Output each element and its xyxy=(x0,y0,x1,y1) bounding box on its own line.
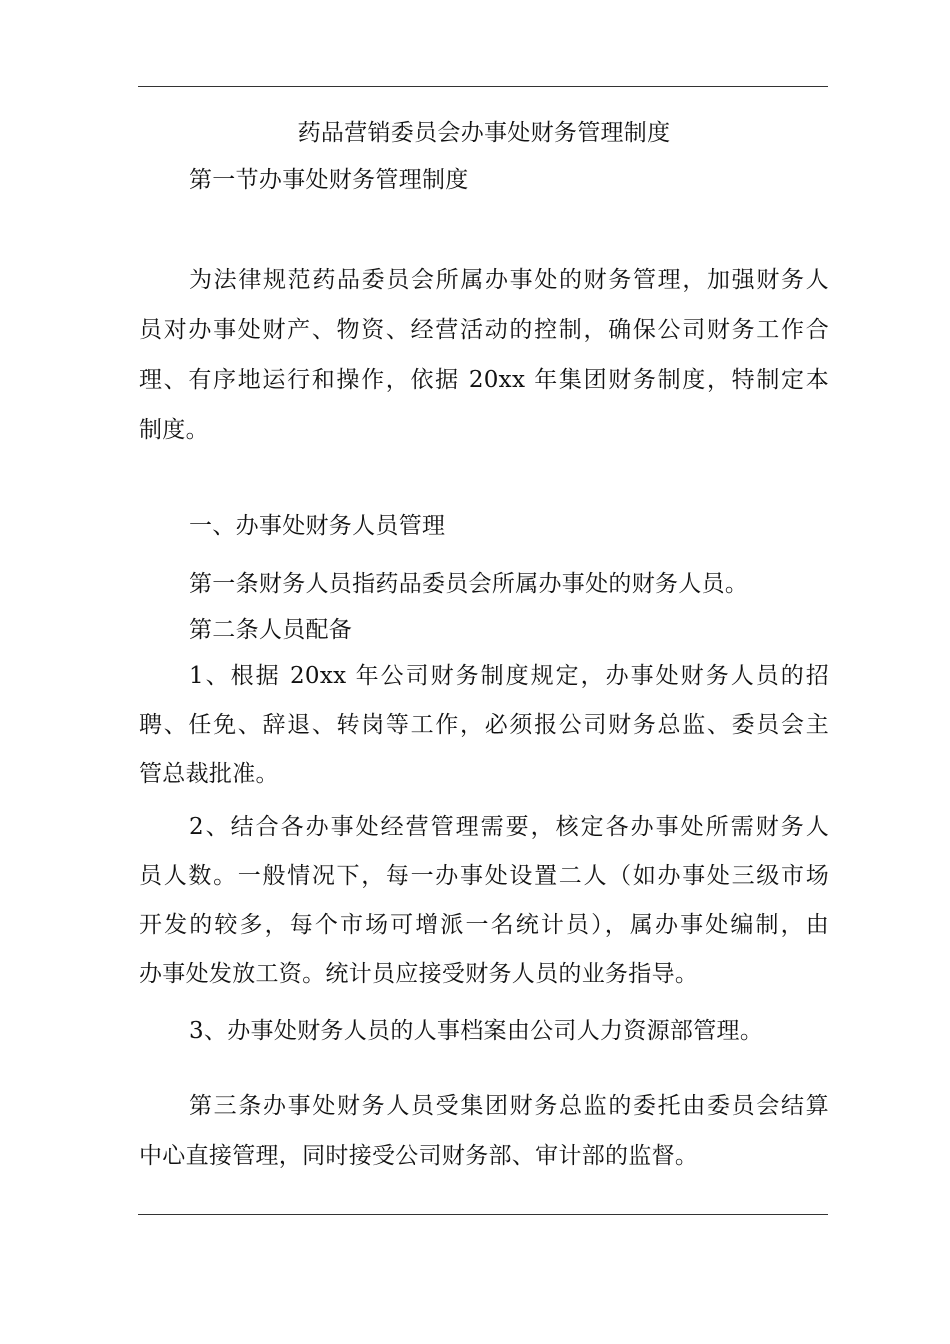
item-1-line-1: 1、根据 20xx 年公司财务制度规定，办事处财务人员的招 xyxy=(189,663,829,689)
intro-line-4: 制度。 xyxy=(139,417,209,443)
item-2-line-3: 开发的较多，每个市场可增派一名统计员），属办事处编制，由 xyxy=(139,912,829,938)
item-1-line-3: 管总裁批准。 xyxy=(139,761,279,787)
article-3-line-1: 第三条办事处财务人员受集团财务总监的委托由委员会结算 xyxy=(189,1093,829,1119)
item-2-line-1: 2、结合各办事处经营管理需要，核定各办事处所需财务人 xyxy=(189,814,829,840)
header-rule xyxy=(138,86,828,87)
item-2-line-2: 员人数。一般情况下，每一办事处设置二人（如办事处三级市场 xyxy=(139,863,829,889)
intro-line-2: 员对办事处财产、物资、经营活动的控制，确保公司财务工作合 xyxy=(139,317,829,343)
article-1: 第一条财务人员指药品委员会所属办事处的财务人员。 xyxy=(189,571,749,597)
intro-line-1: 为法律规范药品委员会所属办事处的财务管理，加强财务人 xyxy=(189,267,829,293)
item-3: 3、办事处财务人员的人事档案由公司人力资源部管理。 xyxy=(189,1018,764,1044)
item-1-line-2: 聘、任免、辞退、转岗等工作，必须报公司财务总监、委员会主 xyxy=(139,712,829,738)
intro-line-3: 理、有序地运行和操作，依据 20xx 年集团财务制度，特制定本 xyxy=(139,367,829,393)
article-2-heading: 第二条人员配备 xyxy=(189,617,353,643)
section-heading: 第一节办事处财务管理制度 xyxy=(189,167,469,193)
footer-rule xyxy=(138,1214,828,1215)
document-title: 药品营销委员会办事处财务管理制度 xyxy=(297,120,671,146)
item-2-line-4: 办事处发放工资。统计员应接受财务人员的业务指导。 xyxy=(139,961,699,987)
article-3-line-2: 中心直接管理，同时接受公司财务部、审计部的监督。 xyxy=(139,1143,699,1169)
part-heading: 一、办事处财务人员管理 xyxy=(189,513,446,539)
